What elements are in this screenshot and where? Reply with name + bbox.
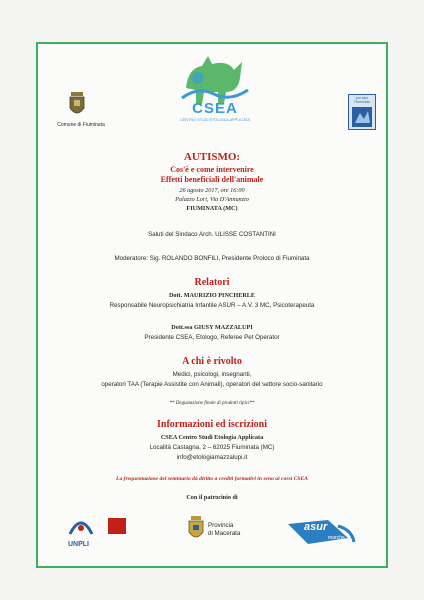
info-org: CSEA Centro Studi Etologia Applicata [160, 434, 264, 441]
relatore1-name: Dott. MAURIZIO PINCHERLE [168, 292, 256, 299]
unpli-label: UNPLI [68, 541, 89, 548]
event-date: 26 agosto 2017, ore 16:00 [179, 187, 245, 194]
event-place: Palazzo Lori, Via D'Annunzio [175, 196, 249, 203]
csea-logo [178, 48, 252, 130]
asur-logo [288, 518, 358, 546]
rivolto-line1: Medici, psicologi, insegnanti, [172, 371, 252, 378]
provincia-line2: di Macerata [208, 530, 241, 537]
unpli-badge [108, 518, 126, 534]
title-main: AUTISMO: [183, 151, 241, 163]
csea-logo-text: CSEA [192, 100, 238, 117]
comune-crest [68, 92, 86, 118]
asur-sub: marche [328, 535, 345, 541]
degustazione-line: ** Degustazione finale di prodotti tipici** [169, 401, 255, 406]
relatore1-role: Responsabile Neuropsichiatria Infantile ASUR – A.V. 3 MC, Psicoterapeuta [109, 302, 315, 309]
patrocinio-heading: Con il patrocinio di [186, 494, 238, 501]
unpli-logo [68, 516, 108, 546]
title-line2: Cos'è e come intervenire [170, 165, 254, 174]
saluti-line: Saluti del Sindaco Arch. ULISSE COSTANTINI [148, 231, 276, 238]
info-heading: Informazioni ed iscrizioni [157, 419, 267, 430]
info-address: Località Castagna, 2 – 62025 Fiuminata (MC) [149, 444, 275, 451]
relatore2-role: Presidente CSEA, Etologo, Referee Pet Operator [144, 334, 280, 341]
title-line3: Effetti beneficiali dell'animale [160, 175, 264, 184]
rivolto-heading: A chi è rivolto [182, 356, 242, 367]
relatore2-name: Dott.ssa GIUSY MAZZALUPI [171, 324, 253, 331]
relatori-heading: Relatori [194, 277, 230, 288]
rivolto-line2: operatori TAA (Terapie Assistite con Animali), operatori del settore socio-sanitario [101, 381, 323, 388]
event-city: FIUMINATA (MC) [186, 205, 238, 212]
provincia-crest [188, 516, 204, 542]
crediti-note: La frequentazione del seminario dà diritto a crediti formativi in seno ai corsi CSEA [116, 476, 308, 482]
csea-logo-subtitle: CENTRO STUDI ETOLOGIA APPLICATA [180, 118, 250, 122]
comune-label: Comune di Fiuminata [57, 122, 105, 128]
flyer-frame [36, 42, 388, 568]
asur-label: asur [304, 521, 328, 533]
proloco-label: pro loco Fiuminata [354, 96, 370, 104]
provincia-line1: Provincia [208, 522, 234, 529]
info-email: info@etologiamazzalupi.it [176, 454, 248, 461]
proloco-logo [348, 94, 376, 130]
moderatore-line: Moderatore: Sig. ROLANDO BONFILI, Presidente Proloco di Fiuminata [114, 255, 310, 262]
